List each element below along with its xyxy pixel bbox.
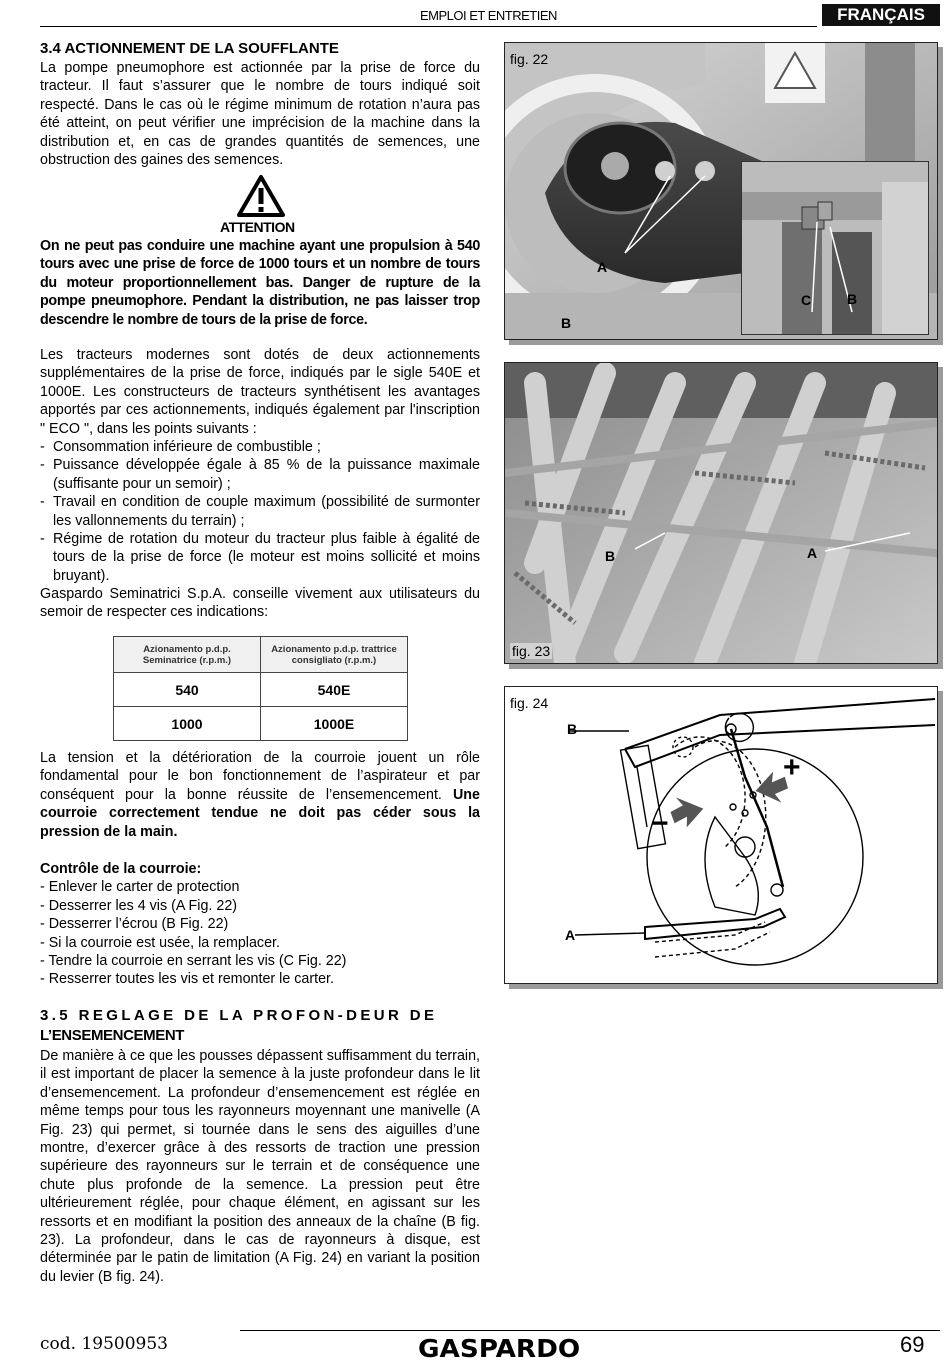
header-rule bbox=[40, 26, 817, 27]
header-section-title: EMPLOI ET ENTRETIEN bbox=[420, 8, 557, 23]
list-item: - Si la courroie est usée, la remplacer. bbox=[40, 934, 280, 951]
plus-icon: + bbox=[783, 751, 801, 784]
list-item: - Desserrer l’écrou (B Fig. 22) bbox=[40, 916, 229, 933]
attention-title: ATTENTION bbox=[220, 219, 295, 235]
figure-22-label-b-left: B bbox=[561, 315, 572, 331]
list-item: - Resserrer toutes les vis et remonter le carter. bbox=[40, 971, 334, 988]
list-item: - Enlever le carter de protection bbox=[40, 879, 240, 896]
figure-22-label-c: C bbox=[801, 292, 812, 308]
advice-text: Gaspardo Seminatrici S.p.A. conseille vivement aux utilisateurs du semoir de respecter ces indications: bbox=[40, 586, 480, 621]
table-cell: 1000E bbox=[261, 707, 408, 741]
list-item: - Desserrer les 4 vis (A Fig. 22) bbox=[40, 897, 238, 914]
table-header-cell: Azionamento p.d.p. Seminatrice (r.p.m.) bbox=[114, 637, 261, 673]
attention-text: On ne peut pas conduire une machine ayant une propulsion à 540 tours avec une prise de force de 1000 tours et un nombre de tours du moteur proportionnellement bas. Danger de rupture de la pompe pneumophore. Pendant la distribution, ne pas laisser trop descendre le nombre de tours de la prise de force. bbox=[40, 238, 480, 328]
footer-rule bbox=[240, 1330, 940, 1331]
figure-22-caption: fig. 22 bbox=[510, 51, 549, 67]
figure-22-label-a: A bbox=[597, 259, 608, 275]
section-3-5-text: De manière à ce que les pousses dépassent suffisamment du terrain, il est important de placer la semence à la juste profondeur dans le lit d’ensemencement. La profondeur d’ensemencement est réglée en même temps pour tous les rayonneurs moyennant une manivelle (A Fig. 23) qui permet, si tournée dans le sens des aiguilles d’une montre, d’exercer grâce à des ressorts de traction une pression supérieure des rayonneurs sur le terrain et de conséquence une chute plus profonde de la semence. La pression peut être ultérieurement réglée, pour chaque élément, en agissant sur les ressorts et en modifiant la position des anneaux de la chaîne (B fig. 23). La profondeur, dans le cas de rayonneurs à disque, est déterminée par le patin de limitation (A Fig. 24) en variant la position du levier (B fig. 24). bbox=[40, 1048, 480, 1285]
figure-22-inset bbox=[741, 161, 929, 335]
figure-23-label-b: B bbox=[605, 548, 616, 564]
figure-22-label-b-right: B bbox=[847, 291, 858, 307]
belt-control bbox=[40, 860, 480, 989]
section-3-5-title-line2: L’ENSEMENCEMENT bbox=[40, 1027, 185, 1044]
table-header-cell: Azionamento p.d.p. trattrice consigliato (r.p.m.) bbox=[261, 637, 408, 673]
tractors-text: Les tracteurs modernes sont dotés de deux actionnements supplémentaires de la prise de force, indiqués par le sigle 540E et 1000E. Les constructeurs de tracteurs synthétisent les avantages apportés par ces actionnements, indiqués également par l'inscription " ECO ", dans les points suivants : bbox=[40, 347, 480, 437]
belt-text bbox=[40, 749, 480, 841]
table-row bbox=[114, 707, 408, 741]
belt-text-bold: Une courroie correctement tendue ne doit pas céder sous la pression de la main. bbox=[40, 786, 480, 840]
list-item: - Consommation inférieure de combustible ; bbox=[40, 438, 480, 456]
figure-23-caption: fig. 23 bbox=[512, 643, 551, 659]
language-badge: FRANÇAIS bbox=[822, 4, 940, 26]
figure-23-label-a: A bbox=[807, 545, 818, 561]
minus-icon: − bbox=[651, 807, 669, 840]
figure-22-inset-photo bbox=[742, 162, 928, 334]
table-row bbox=[114, 673, 408, 707]
table-cell: 540E bbox=[261, 673, 408, 707]
advantages-list bbox=[40, 438, 480, 585]
figure-24 bbox=[504, 686, 938, 984]
section-3-4-title: 3.4 ACTIONNEMENT DE LA SOUFFLANTE bbox=[40, 40, 339, 57]
list-item: - Régime de rotation du moteur du tracteur plus faible à égalité de tours de la prise de force (le moteur est moins sollicité et moins bruyant). bbox=[40, 530, 480, 585]
brand-logo: GASPARDO bbox=[418, 1334, 581, 1363]
figure-23-photo bbox=[505, 363, 937, 663]
figure-23 bbox=[504, 362, 938, 664]
list-item: - Travail en condition de couple maximum (possibilité de surmonter les vallonnements du terrain) ; bbox=[40, 493, 480, 530]
warning-triangle-icon bbox=[236, 174, 286, 218]
figure-24-caption: fig. 24 bbox=[510, 695, 549, 711]
list-item: - Puissance développée égale à 85 % de la puissance maximale (suffisante pour un semoir) ; bbox=[40, 456, 480, 493]
belt-text-normal: La tension et la détérioration de la courroie jouent un rôle fondamental pour le bon fonctionnement de l’aspirateur et par conséquent pour la bonne réussite de l’ensemencement. bbox=[40, 750, 480, 803]
document-code: cod. 19500953 bbox=[40, 1334, 168, 1354]
rpm-table bbox=[113, 636, 408, 741]
section-3-5-title-line1: 3.5 REGLAGE DE LA PROFON-DEUR DE bbox=[40, 1007, 438, 1024]
belt-control-title: Contrôle de la courroie: bbox=[40, 861, 202, 877]
page-number: 69 bbox=[900, 1332, 925, 1357]
section-3-4-intro: La pompe pneumophore est actionnée par la prise de force du tracteur. Il faut s’assurer que le nombre de tours indiqué soit respecté. Dans le cas où le régime minimum de rotation n’aura pas été atteint, on peut vérifier une imprécision de la machine dans la distribution et, en cas de grandes quantités de semences, une obstruction des gaines des semences. bbox=[40, 60, 480, 169]
table-cell: 1000 bbox=[114, 707, 261, 741]
figure-24-label-a: A bbox=[565, 927, 576, 943]
figure-22 bbox=[504, 42, 938, 340]
list-item: - Tendre la courroie en serrant les vis (C Fig. 22) bbox=[40, 953, 347, 970]
figure-24-label-b: B bbox=[567, 721, 578, 737]
table-cell: 540 bbox=[114, 673, 261, 707]
